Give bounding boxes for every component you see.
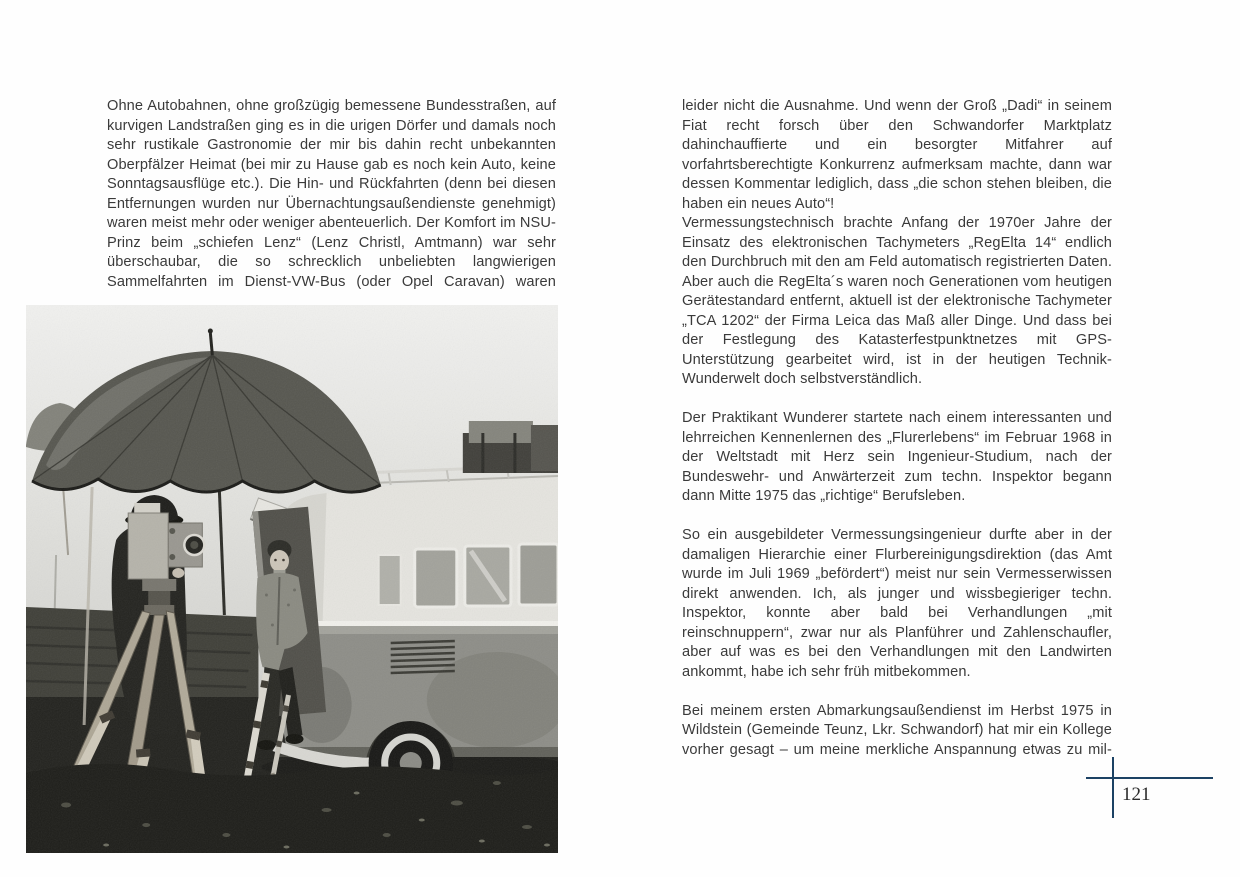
surveyor-hand — [172, 568, 184, 578]
paragraph: Ohne Autobahnen, ohne großzügig bemessene Bundesstraßen, auf kurvigen Landstraßen ging es in die urigen Dörfer und damals noch sehr rustikale Gastronomie der mir bis dahin recht unbekannten Oberpfälzer Heimat (bei mir zu Hause gab es noch kein Auto, keine Sonntagsausflüge etc.). Die Hin- und Rückfahrten (denn bei diesen Entfernungen wurden nur Übernachtungsaußendienste genehmigt) waren meist mehr oder weniger abenteuerlich. Der Komfort im NSU-Prinz beim „schiefen Lenz“ (Lenz Christl, Amtmann) war sehr überschaubar, die so schrecklich unbeliebten langwierigen Sammelfahrten im Dienst-VW-Bus (oder Opel Caravan) waren — [107, 98, 556, 290]
left-text-column — [107, 97, 556, 312]
bus-window — [415, 549, 457, 607]
crop-mark-horizontal — [1086, 777, 1213, 779]
right-text-column — [682, 97, 1112, 780]
paragraph: So ein ausgebildeter Vermessungsingenieur durfte aber in der damaligen Hierarchie einer Flurbereinigungsdirektion (das Amt wurde im Juli 1969 „befördert“) meist nur sein Vermesserwissen direkt anwenden. Ich, als junger und wissbegieriger techn. Inspektor, konnte aber bald bei Verhandlungen „mit reinschnuppern“, zwar nur als Planführer und Zahlenschaufler, aber auf was es bei den Verhandlungen mit den Landwirten ankommt, habe ich sehr früh mitbekommen. — [682, 527, 1112, 680]
historical-photo — [26, 305, 558, 853]
paragraph: Bei meinem ersten Abmarkungsaußendienst im Herbst 1975 in Wildstein (Gemeinde Teunz, Lkr. Schwandorf) hat mir ein Kollege vorher gesagt – um meine merkliche Anspannung etwas zu mil- — [682, 702, 1112, 758]
bus-window — [519, 544, 558, 605]
crop-mark-vertical — [1112, 757, 1114, 818]
paragraph: Der Praktikant Wunderer startete nach einem interessanten und lehrreichen Kennenlernen des „Flurerlebens“ im Februar 1968 in der Weltstadt mit Herz sein Ingenieur-Studium, nach der Bundeswehr- und Anwärterzeit zum techn. Inspektor begann dann Mitte 1975 das „richtige“ Berufsleben. — [682, 410, 1112, 504]
foreground-grass — [26, 764, 558, 853]
page-number: 121 — [1122, 784, 1151, 805]
bus-window — [379, 555, 401, 605]
photo-illustration — [26, 305, 558, 853]
paragraph: Vermessungstechnisch brachte Anfang der 1970er Jahre der Einsatz des elektronischen Tachymeters „RegElta 14“ endlich den Durchbruch mit den am Feld automatisch registrierten Daten. Aber auch die RegElta´s waren noch Generationen vom heutigen Gerätestandard entfernt, aktuell ist der elektronische Tachymeter „TCA 1202“ der Firma Leica das Maß aller Dinge. Und dass bei der Festlegung des Katasterfestpunktnetzes mit GPS-Unterstützung gearbeitet wird, ist in der heutigen Technik-Wunderwelt doch selbstverständlich. — [682, 215, 1112, 387]
paragraph: leider nicht die Ausnahme. Und wenn der Groß „Dadi“ in seinem Fiat recht forsch über den Schwandorfer Marktplatz dahinchauffierte und ein besorgter Mitfahrer auf vorfahrtsberechtigte Konkurrenz aufmerksam machte, dann war dessen Kommentar lediglich, dass „die schon stehen bleiben, die haben ein neues Auto“! — [682, 98, 1112, 212]
roof-luggage — [463, 421, 558, 473]
boy-face — [270, 550, 289, 572]
